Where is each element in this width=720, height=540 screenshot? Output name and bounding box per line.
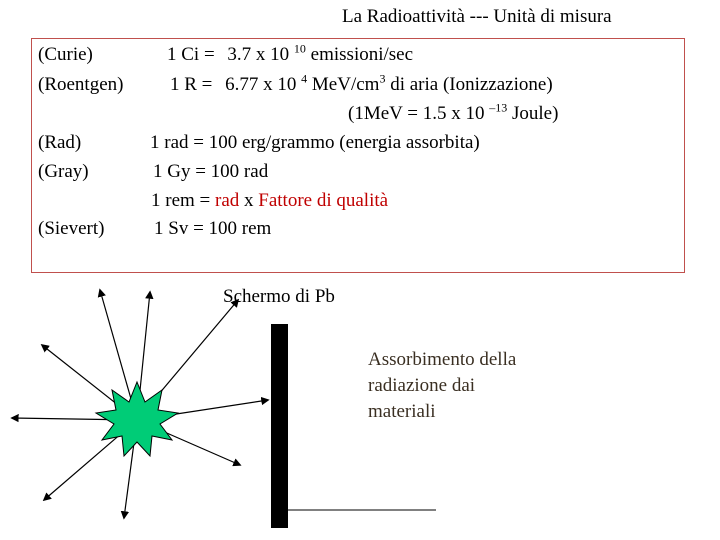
sievert-label: (Sievert) <box>38 218 105 239</box>
shield-caption: Schermo di Pb <box>223 286 335 307</box>
absorption-line-3: materiali <box>368 401 436 422</box>
gray-label: (Gray) <box>38 161 89 182</box>
sievert-definition: 1 Sv = 100 rem <box>154 218 272 239</box>
rem-quality-factor: Fattore di qualità <box>258 190 389 211</box>
roentgen-exponent: 4 <box>301 71 308 86</box>
curie-exponent: 10 <box>293 41 306 56</box>
mev-exponent: –13 <box>489 100 508 115</box>
gray-definition: 1 Gy = 100 rad <box>153 161 269 182</box>
lead-shield <box>271 324 288 528</box>
curie-lhs: 1 Ci = <box>167 44 215 65</box>
roentgen-unit-exponent: 3 <box>379 71 386 86</box>
curie-label: (Curie) <box>38 44 93 65</box>
curie-unit: emissioni/sec <box>310 44 414 65</box>
absorption-text <box>368 347 516 425</box>
rem-times: x <box>239 190 259 211</box>
rad-definition: 1 rad = 100 erg/grammo (energia assorbita) <box>150 132 480 153</box>
roentgen-value: 6.77 x 10 <box>225 74 297 95</box>
absorption-line-1: Assorbimento della <box>368 349 517 370</box>
mev-text: (1MeV = 1.5 x 10 <box>348 103 485 124</box>
roentgen-unit: MeV/cm <box>311 74 380 95</box>
absorption-line-2: radiazione dai <box>368 375 476 396</box>
roentgen-lhs: 1 R = <box>170 74 213 95</box>
rem-prefix: 1 rem = <box>151 190 216 211</box>
roentgen-label: (Roentgen) <box>38 74 124 95</box>
mev-unit: Joule) <box>512 103 559 124</box>
rem-rad: rad <box>215 190 240 211</box>
curie-value: 3.7 x 10 <box>227 44 290 65</box>
page-title: La Radioattività --- Unità di misura <box>342 6 612 27</box>
rad-label: (Rad) <box>38 132 82 153</box>
roentgen-note: di aria (Ionizzazione) <box>390 74 553 95</box>
